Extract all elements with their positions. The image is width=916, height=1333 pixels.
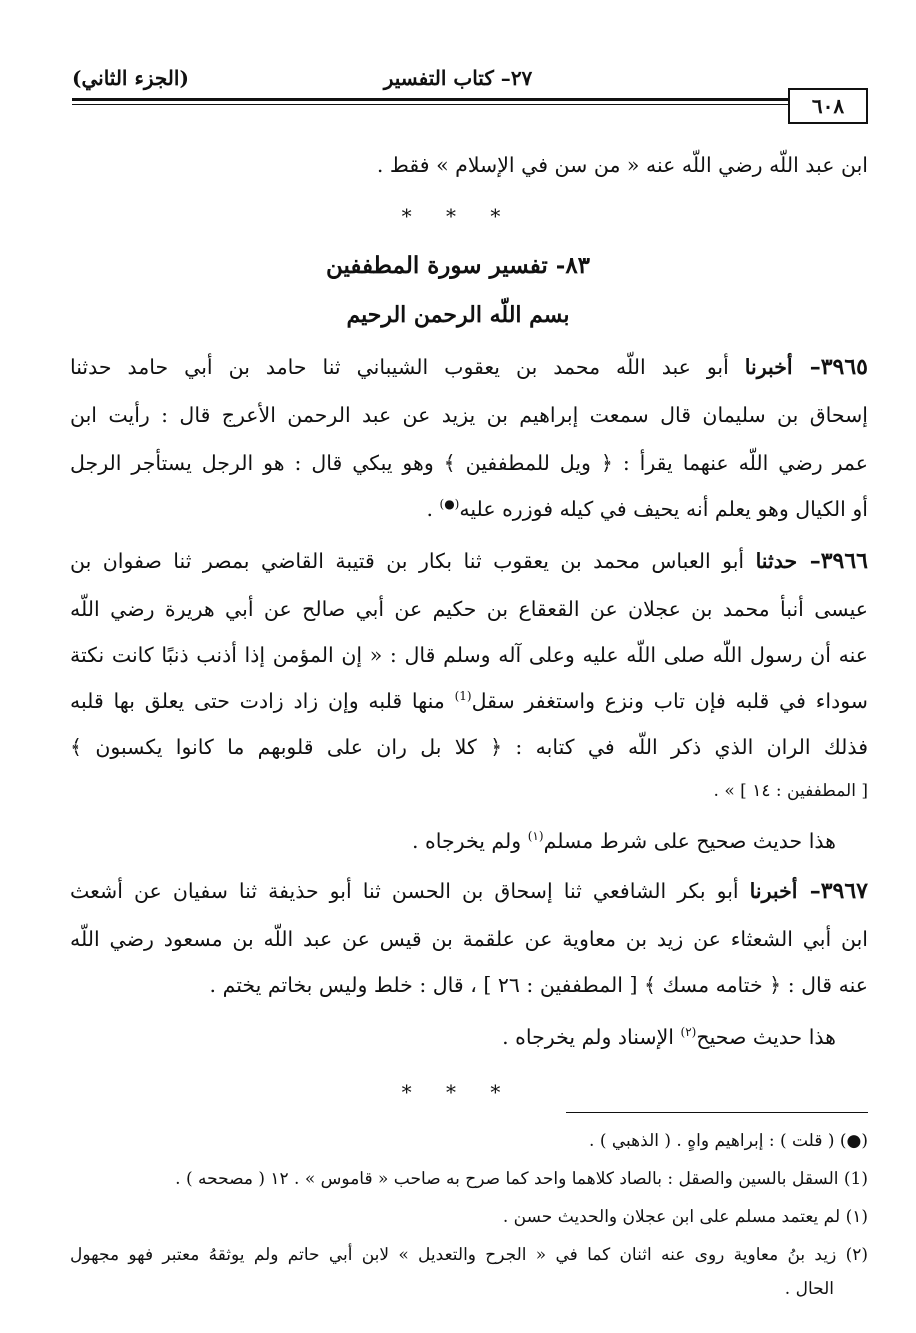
grading-2: هذا حديث صحيح$^{(٢)}$ الإسناد ولم يخرجاه . [502,1025,836,1049]
hadith-keyword: حدثنا [755,549,798,573]
hadith-number: ٣٩٦٥ [820,354,868,380]
footnote-ref: (●) [439,497,460,512]
hadith-3966-line-2: عيسى أنبأ محمد بن عجلان عن القعقاع بن حكيم عن أبي صالح عن أبي هريرة رضي اللّه [70,597,868,621]
footnote-4-continuation: الحال . [784,1279,834,1299]
footnote-2: (1) السقل بالسين والصقل : بالصاد كلاهما واحد كما صرح به صاحب « قاموس » . ١٢ ( مصححه ) . [175,1169,868,1189]
hadith-3966-line-1: ٣٩٦٦– حدثنا أبو العباس محمد بن يعقوب ثنا بكار بن قتيبة القاضي بمصر ثنا صفوان بن [70,548,868,574]
hadith-3966-line-5: فذلك الران الذي ذكر اللّه في كتابه : ﴿ كلا بل ران على قلوبهم ما كانوا يكسبون ﴾ [70,735,868,759]
hadith-3967-line-1: ٣٩٦٧– أخبرنا أبو بكر الشافعي ثنا إسحاق بن الحسن ثنا أبو حذيفة ثنا سفيان عن أشعث [70,878,868,904]
footnote-ref: (٢) [680,1025,697,1040]
header-rule-thin [72,104,868,105]
footnote-ref: (١) [527,829,544,844]
grading-1: هذا حديث صحيح على شرط مسلم$^{(١)}$ ولم يخرجاه . [411,829,836,853]
divider-stars-top: * * * [401,204,515,228]
book-title: ٢٧– كتاب التفسير [383,66,533,90]
footnote-marker: (٢) [845,1245,868,1265]
header-rule-thick [72,98,868,101]
surah-title: ٨٣- تفسير سورة المطففين [325,252,591,279]
intro-line: ابن عبد اللّه رضي اللّه عنه « من سن في الإسلام » فقط . [376,153,868,177]
hadith-3965-line-4: أو الكيال وهو يعلم أنه يحيف في كيله فوزره عليه(●) . [426,497,868,521]
hadith-3966-line-4: سوداء في قلبه فإن تاب ونزع واستغفر سقل$^{(1)}$ منها قلبه وإن زاد زادت حتى يعلق بها قلبه [70,689,868,713]
footnote-4: (٢) زيد بنُ معاوية روى عنه اثنان كما في « الجرح والتعديل » لابن أبي حاتم ولم يوثقهُ معتبر فهو مجهول [70,1245,868,1265]
hadith-number: ٣٩٦٧ [820,878,868,904]
page-number: ٦٠٨ [811,94,845,118]
footnote-rule [566,1112,868,1113]
footnote-marker: (1) [843,1169,868,1189]
hadith-3967-line-3: عنه قال : ﴿ ختامه مسك ﴾ [ المطففين : ٢٦ ] ، قال : خلط وليس بخاتم يختم . [209,973,868,997]
hadith-3965-line-2: إسحاق بن سليمان قال سمعت إبراهيم بن يزيد عن عبد الرحمن الأعرج قال : رأيت ابن [70,403,868,427]
hadith-3966-line-6: [ المطففين : ١٤ ] » . [713,781,868,801]
hadith-3966-line-3: عنه أن رسول اللّه صلى اللّه عليه وعلى آله وسلم قال : « إن المؤمن إذا أذنب ذنبًا كانت نكتة [70,643,868,667]
footnote-marker: (●) [839,1131,868,1151]
hadith-3967-line-2: ابن أبي الشعثاء عن زيد بن معاوية عن علقمة بن قيس عن عبد اللّه بن مسعود رضي اللّه [70,927,868,951]
divider-stars-bottom: * * * [401,1080,515,1104]
hadith-3965-line-3: عمر رضي اللّه عنهما يقرأ : ﴿ ويل للمطففين ﴾ وهو يبكي قال : هو الرجل يستأجر الرجل [70,451,868,475]
volume-label: (الجزء الثاني) [72,66,189,90]
page-number-box [788,88,868,124]
hadith-keyword: أخبرنا [749,879,798,903]
hadith-3965-line-1: ٣٩٦٥– أخبرنا أبو عبد اللّه محمد بن يعقوب الشيباني ثنا حامد بن أبي حامد حدثنا [70,354,868,380]
basmala: بسم اللّه الرحمن الرحيم [346,302,570,328]
footnote-marker: (١) [845,1207,868,1227]
hadith-number: ٣٩٦٦ [820,548,868,574]
footnote-3: (١) لم يعتمد مسلم على ابن عجلان والحديث حسن . [502,1207,868,1227]
footnote-ref: (1) [454,689,472,704]
hadith-keyword: أخبرنا [744,355,793,379]
footnote-1: (●) ( قلت ) : إبراهيم واهٍ . ( الذهبي ) . [589,1131,868,1151]
